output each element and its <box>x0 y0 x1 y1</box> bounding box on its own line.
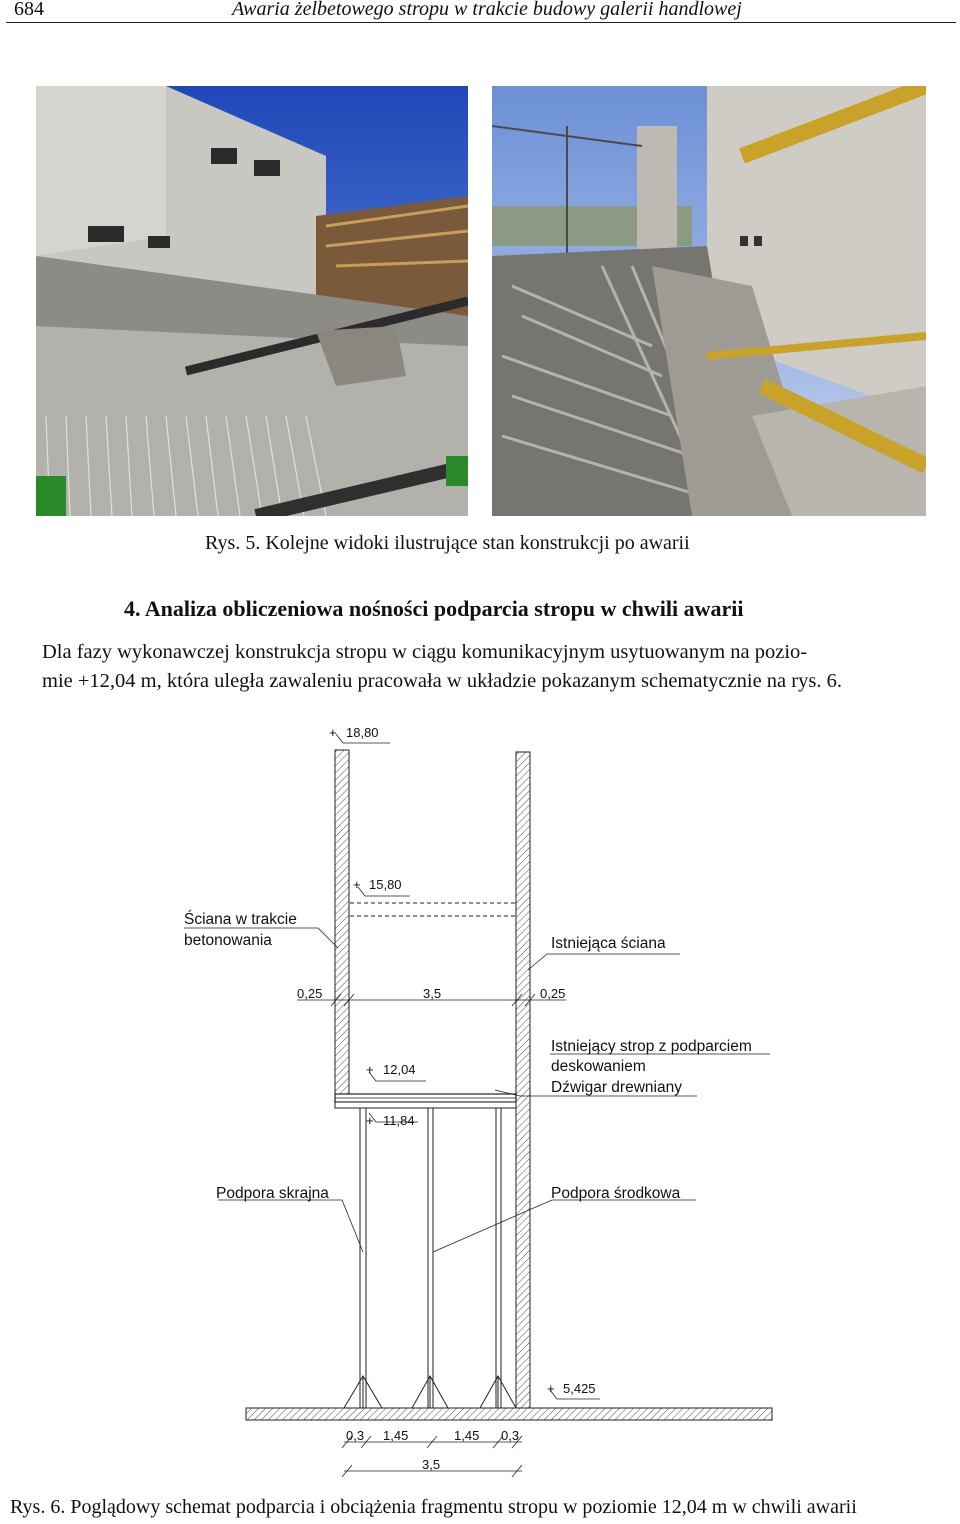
dim-top-right: 0,25 <box>540 986 566 1001</box>
dim-bottom-b: 1,45 <box>383 1428 409 1443</box>
ground-slab <box>246 1408 772 1420</box>
label-wall-under-concreting: Ściana w trakcie <box>184 911 297 928</box>
existing-wall <box>516 752 530 1408</box>
timber-girder <box>335 1102 516 1108</box>
level-11-84: 11,84 <box>383 1113 415 1128</box>
level-5-425: 5,425 <box>563 1381 596 1396</box>
level-mark: + <box>366 1062 374 1077</box>
label-middle-prop: Podpora środkowa <box>551 1185 681 1202</box>
paragraph-line: mie +12,04 m, która uległa zawaleniu pracowała w układzie pokazanym schematycznie na rys. 6. <box>42 670 842 692</box>
figure-5-caption: Rys. 5. Kolejne widoki ilustrujące stan konstrukcji po awarii <box>205 532 690 554</box>
level-mark: + <box>353 877 361 892</box>
figure-6-caption: Rys. 6. Poglądowy schemat podparcia i obciążenia fragmentu stropu w poziomie 12,04 m w chwili awarii <box>10 1496 857 1518</box>
label-timber-girder: Dźwigar drewniany <box>551 1079 682 1096</box>
dim-bottom-d: 0,3 <box>501 1428 520 1443</box>
level-mark: + <box>366 1113 374 1128</box>
photo-collapsed-formwork <box>492 86 926 516</box>
level-12-04: 12,04 <box>383 1062 416 1077</box>
level-18-80: 18,80 <box>346 725 379 740</box>
level-mark: + <box>329 725 337 740</box>
dim-top-middle: 3,5 <box>423 986 442 1001</box>
label-existing-slab: deskowaniem <box>551 1058 646 1075</box>
level-15-80: 15,80 <box>369 877 402 892</box>
level-mark: + <box>547 1381 555 1396</box>
section-heading: 4. Analiza obliczeniowa nośności podparcia stropu w chwili awarii <box>124 596 744 621</box>
dim-top-left: 0,25 <box>297 986 323 1001</box>
page-header <box>6 0 956 23</box>
label-wall-under-concreting: betonowania <box>184 932 272 949</box>
photo-collapsed-slab-facade <box>36 86 468 516</box>
dim-bottom-total: 3,5 <box>422 1457 441 1472</box>
dim-bottom-a: 0,3 <box>346 1428 365 1443</box>
page-number: 684 <box>14 0 44 20</box>
paragraph-line: Dla fazy wykonawczej konstrukcja stropu w ciągu komunikacyjnym usytuowanym na pozio- <box>42 641 808 663</box>
label-edge-prop: Podpora skrajna <box>216 1185 329 1202</box>
label-existing-slab: Istniejący strop z podparciem <box>551 1038 752 1055</box>
wall-under-concreting <box>335 750 349 1100</box>
running-title: Awaria żelbetowego stropu w trakcie budowy galerii handlowej <box>232 0 742 20</box>
dim-bottom-c: 1,45 <box>454 1428 480 1443</box>
label-existing-wall: Istniejąca ściana <box>551 935 666 952</box>
support-scheme-diagram <box>0 712 960 1492</box>
